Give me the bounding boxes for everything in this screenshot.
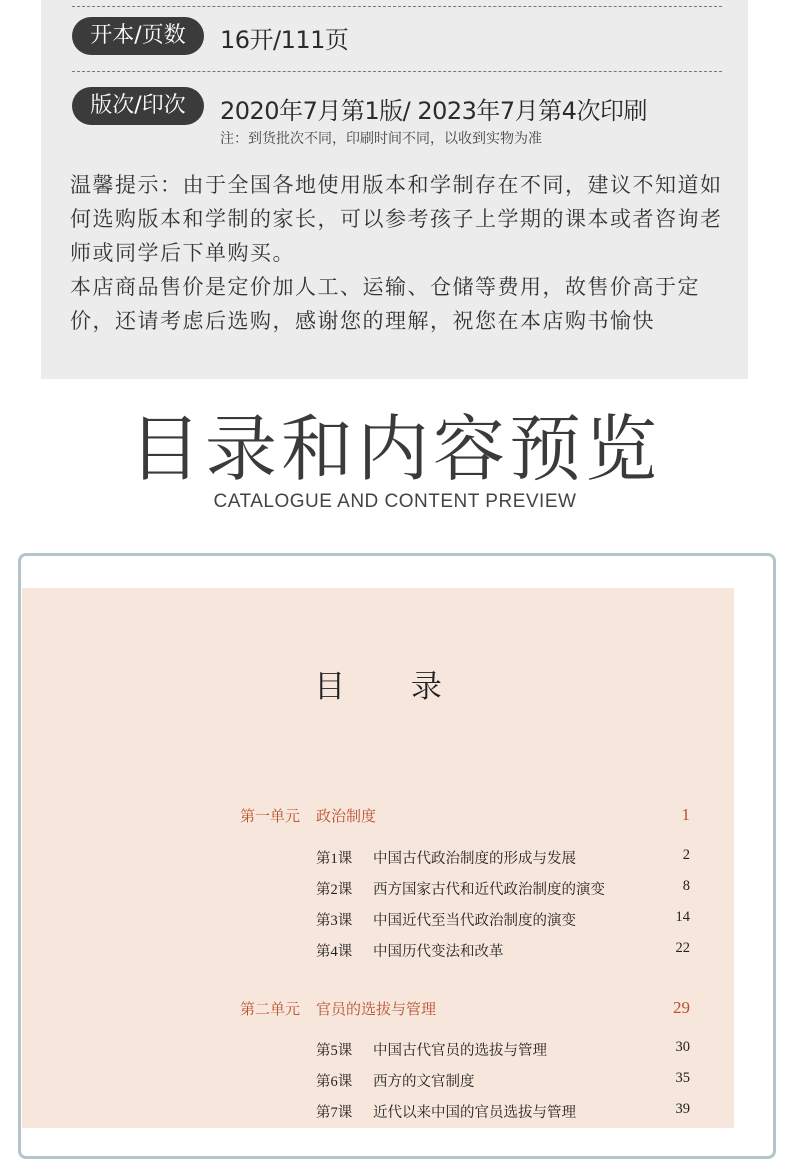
lesson-number: 第6课 xyxy=(316,1074,353,1090)
unit-number: 第二单元 xyxy=(240,1002,301,1018)
lesson-name: 西方的文官制度 xyxy=(373,1074,475,1090)
lesson-name: 西方国家古代和近代政治制度的演变 xyxy=(373,882,605,898)
toc-title: 目 录 xyxy=(314,669,470,705)
lesson-number: 第7课 xyxy=(316,1105,353,1121)
lesson-name: 中国近代至当代政治制度的演变 xyxy=(373,913,576,929)
lesson-name: 中国历代变法和改革 xyxy=(373,944,504,960)
tips-text-1: 温馨提示：由于全国各地使用版本和学制存在不同，建议不知道如何选购版本和学制的家长，可以参考孩子上学期的课本或者咨询老师或同学后下单购买。 xyxy=(70,173,723,265)
lesson-page: 39 xyxy=(675,1101,690,1117)
unit-page: 29 xyxy=(673,998,690,1017)
lesson-name: 中国古代政治制度的形成与发展 xyxy=(373,851,576,867)
edition-value: 2020年7月第1版/ 2023年7月第4次印刷 xyxy=(220,97,647,125)
unit-name: 官员的选拔与管理 xyxy=(316,1002,437,1018)
divider xyxy=(72,71,722,72)
lesson-page: 14 xyxy=(675,909,690,925)
format-label-badge: 开本/页数 xyxy=(72,17,204,55)
toc-page xyxy=(22,588,734,1128)
lesson-number: 第1课 xyxy=(316,851,353,867)
lesson-number: 第4课 xyxy=(316,944,353,960)
purchase-tips xyxy=(70,168,735,338)
unit-name: 政治制度 xyxy=(316,809,377,825)
lesson-page: 22 xyxy=(675,940,690,956)
section-title: 目录和内容预览 xyxy=(128,407,661,491)
edition-note: 注：到货批次不同，印刷时间不同，以收到实物为准 xyxy=(220,131,542,147)
lesson-page: 30 xyxy=(675,1039,690,1055)
lesson-number: 第2课 xyxy=(316,882,353,898)
lesson-number: 第5课 xyxy=(316,1043,353,1059)
tips-text-2: 本店商品售价是定价加人工、运输、仓储等费用，故售价高于定价，还请考虑后选购，感谢您的理解，祝您在本店购书愉快 xyxy=(70,275,700,333)
lesson-name: 近代以来中国的官员选拔与管理 xyxy=(373,1105,576,1121)
edition-label-badge: 版次/印次 xyxy=(72,87,204,125)
lesson-page: 35 xyxy=(675,1070,690,1086)
divider xyxy=(72,6,722,7)
lesson-page: 2 xyxy=(682,847,690,863)
format-value: 16开/111页 xyxy=(220,26,349,54)
section-subtitle: CATALOGUE AND CONTENT PREVIEW xyxy=(213,491,577,512)
lesson-name: 中国古代官员的选拔与管理 xyxy=(373,1043,547,1059)
unit-number: 第一单元 xyxy=(240,809,301,825)
lesson-number: 第3课 xyxy=(316,913,353,929)
unit-page: 1 xyxy=(681,805,690,824)
lesson-page: 8 xyxy=(682,878,690,894)
